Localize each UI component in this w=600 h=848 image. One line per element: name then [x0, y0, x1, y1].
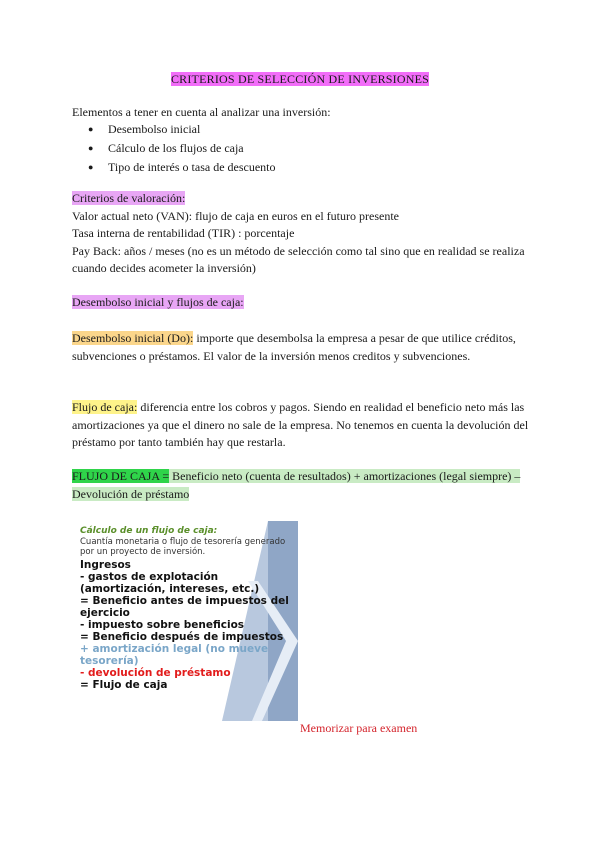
criterio-van: Valor actual neto (VAN): flujo de caja en euros en el futuro presente — [72, 208, 399, 223]
list-item: ● Desembolso inicial — [88, 120, 276, 139]
figure-item: = Beneficio antes de impuestos del ejercicio — [80, 595, 289, 619]
figure-content — [80, 525, 290, 691]
section2-heading: Desembolso inicial y flujos de caja: — [72, 295, 244, 309]
criterios-section — [72, 190, 532, 278]
criterio-payback: Pay Back: años / meses (no es un método de selección como tal sino que en realidad se realiza cuando decides acometer la inversión) — [72, 243, 525, 275]
figure-item: = Flujo de caja — [80, 679, 168, 691]
flujo-term: Flujo de caja: — [72, 400, 138, 414]
figure-title: Cálculo de un flujo de caja: — [80, 526, 218, 536]
desembolso-term: Desembolso inicial (Do): — [72, 331, 194, 345]
formula-rhs: Beneficio neto (cuenta de resultados) + amortizaciones (legal siempre) – Devolución de préstamo — [72, 469, 521, 501]
figure-item: = Beneficio después de impuestos — [80, 631, 284, 643]
list-item: ● Tipo de interés o tasa de descuento — [88, 158, 276, 177]
flujo-text: diferencia entre los cobros y pagos. Siendo en realidad el beneficio neto más las amortizaciones ya que el dinero no sale de la empresa. No tenemos en cuenta la devolución del préstamo por tanto también hay que restarla. — [72, 400, 529, 449]
figure-item: - gastos de explotación (amortización, intereses, etc.) — [80, 571, 260, 595]
list-item: ● Cálculo de los flujos de caja — [88, 139, 276, 158]
intro-text: Elementos a tener en cuenta al analizar una inversión: — [72, 105, 331, 119]
desembolso-text: importe que desembolsa la empresa a pesar de que utilice créditos, subvenciones o préstamos. El valor de la inversión menos creditos y subvenciones. — [72, 331, 516, 363]
figure-item: + amortización legal (no mueve tesorería) — [80, 643, 269, 667]
desembolso-paragraph — [72, 330, 532, 365]
formula-paragraph — [72, 468, 532, 503]
flujo-paragraph — [72, 399, 532, 452]
figure-item: - devolución de préstamo — [80, 667, 231, 679]
figure-item: Ingresos — [80, 559, 131, 571]
memo-note: Memorizar para examen — [300, 721, 418, 735]
formula-lhs: FLUJO DE CAJA = — [72, 469, 170, 483]
cash-flow-figure — [72, 521, 298, 721]
page-title-text: CRITERIOS DE SELECCIÓN DE INVERSIONES — [170, 72, 430, 86]
figure-item: - impuesto sobre beneficios — [80, 619, 245, 631]
figure-subtitle: Cuantía monetaria o flujo de tesorería generado por un proyecto de inversión. — [80, 537, 286, 557]
elements-list — [88, 120, 276, 177]
criterios-heading: Criterios de valoración: — [72, 191, 186, 205]
section2-heading-line — [72, 294, 532, 312]
page-title — [0, 72, 600, 87]
criterio-tir: Tasa interna de rentabilidad (TIR) : porcentaje — [72, 226, 295, 240]
